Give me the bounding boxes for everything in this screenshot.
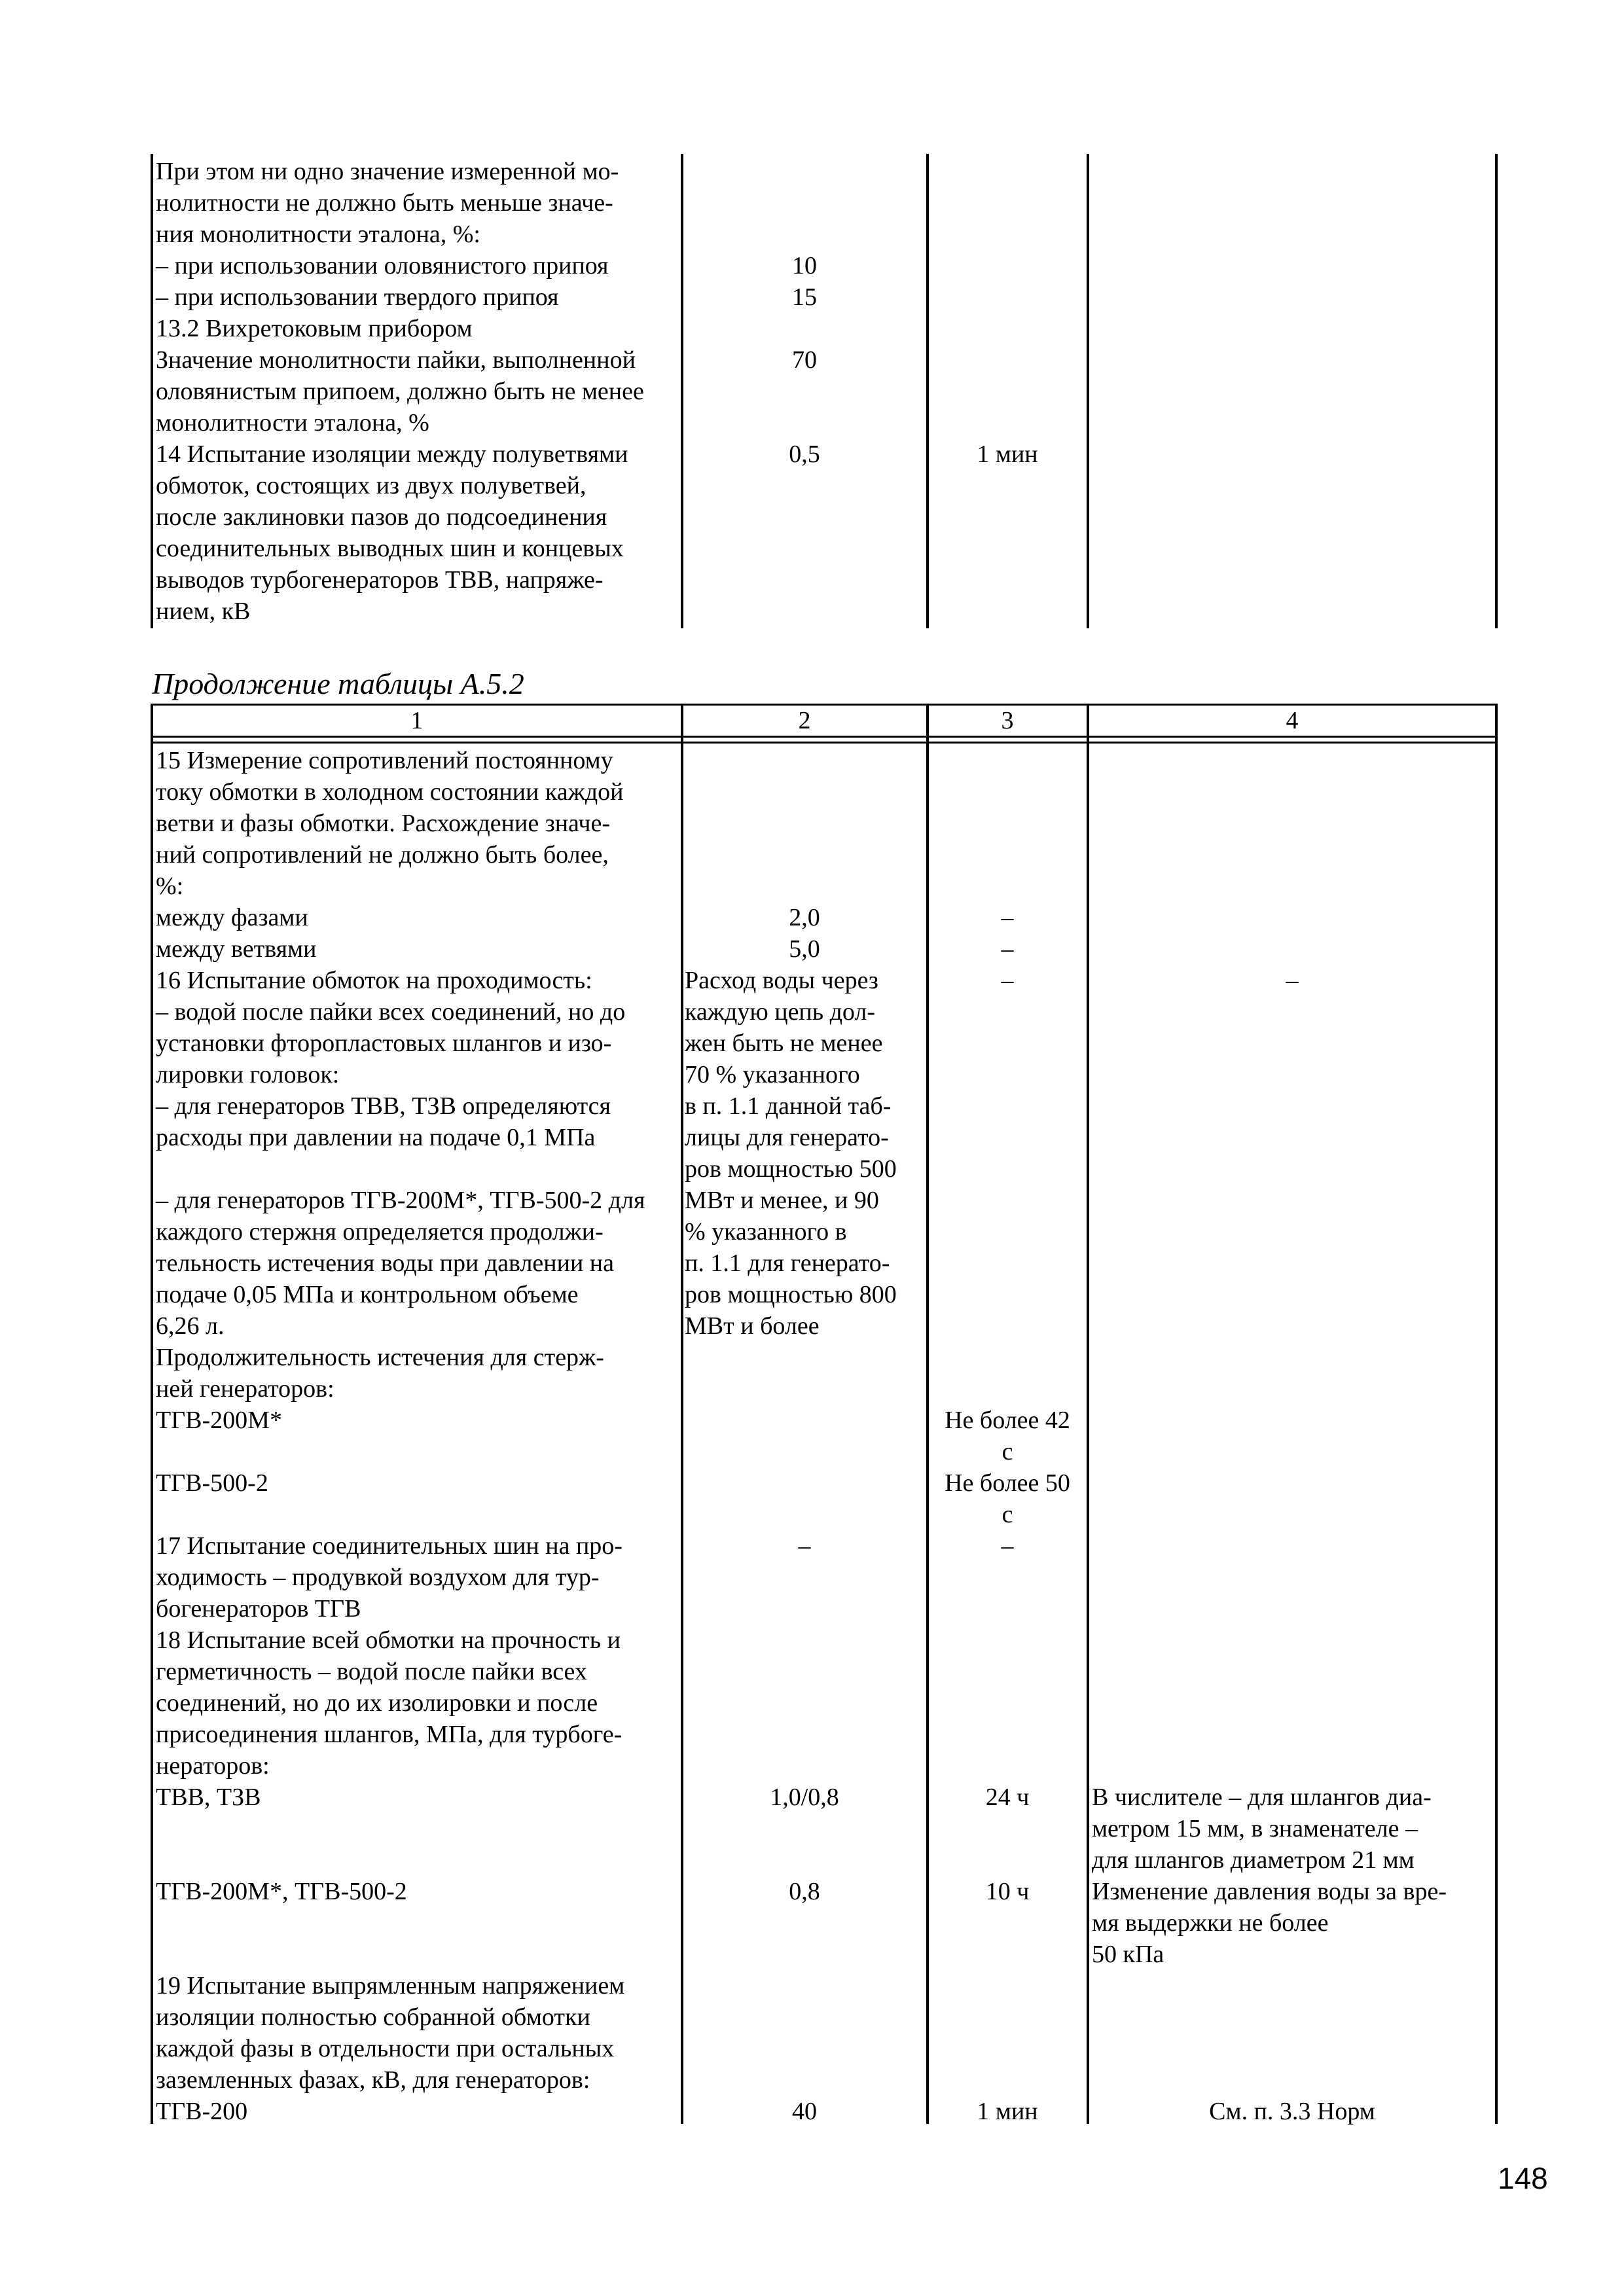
top-line-c3	[926, 154, 929, 628]
header-col-4: 4	[1286, 707, 1299, 734]
header-col-2: 2	[798, 707, 811, 734]
row19-value: 40	[792, 2098, 817, 2125]
header-bottom-line-2	[151, 742, 1498, 744]
top-line-c2	[681, 154, 683, 628]
main-line-right	[1495, 704, 1498, 2124]
row18-tvv-time: 24 ч	[985, 1784, 1030, 1811]
top-val-70: 70	[792, 346, 817, 374]
top-line-left	[151, 154, 153, 628]
page-number: 148	[1498, 2161, 1548, 2195]
header-col-3: 3	[1001, 707, 1014, 734]
row16-col3-dash: –	[1001, 967, 1014, 994]
row18-text: 18 Испытание всей обмотки на прочность и герметичность – водой после пайки всех соединений, но до их изолировки и после присоединения шлангов, МПа, для турбоге- нераторов: ТВВ, ТЗВ	[156, 1626, 623, 1811]
row16-text: 16 Испытание обмоток на проходимость: – водой после пайки всех соединений, но до установки фторопластовых шлангов и изо- лировки головок: – для генераторов ТВВ, ТЗВ определяются расходы при давлении на подаче 0,1 МПа – для генераторов ТГВ-200М*, ТГВ-500-2 для каждого стержня определяется продолжи- тельность истечения воды при давлении на подаче 0,05 МПа и контрольном объеме 6,26 л. Продолжительность истечения для стерж- ней генераторов: ТГВ-200М* ТГВ-500-2	[156, 967, 645, 1497]
row15-phases-dash: –	[1001, 904, 1014, 931]
top-col1-text: При этом ни одно значение измеренной мо- нолитности не должно быть меньше значе- ния монолитности эталона, %: – при использовании оловянистого припоя – при использовании твердого припоя 13.2 Вихретоковым прибором Значение монолитности пайки, выполненной оловянистым припоем, должно быть не менее монолитности эталона, % 14 Испытание изоляции между полуветвями обмоток, состоящих из двух полуветвей, после заклиновки пазов до подсоединения соединительных выводных шин и концевых выводов турбогенераторов ТВВ, напряже- нием, кВ	[156, 158, 644, 625]
row16-tgv200-limit: Не более 42 с	[945, 1407, 1070, 1465]
row17-col2-dash: –	[798, 1532, 811, 1560]
top-line-c4	[1087, 154, 1089, 628]
row19-time: 1 мин	[977, 2098, 1038, 2125]
row17-col3-dash: –	[1001, 1532, 1014, 1560]
top-time-1min: 1 мин	[977, 440, 1038, 468]
header-col-1: 1	[410, 707, 424, 734]
top-line-right	[1495, 154, 1498, 628]
row19-text: 19 Испытание выпрямленным напряжением изоляции полностью собранной обмотки каждой фазы в отдельности при остальных заземленных фазах, кВ, для генераторов: ТГВ-200	[156, 1972, 625, 2125]
row18-tgv-time: 10 ч	[985, 1878, 1030, 1905]
row16-flow-requirement: Расход воды через каждую цепь дол- жен быть не менее 70 % указанного в п. 1.1 данной таб- лицы для генерато- ров мощностью 500 МВт и менее, и 90 % указанного в п. 1.1 для генерато- ров мощностью 800 МВт и более	[685, 967, 897, 1340]
row18-tgv-value: 0,8	[789, 1878, 820, 1905]
main-line-c4	[1087, 704, 1089, 2124]
row17-text: 17 Испытание соединительных шин на про- ходимость – продувкой воздухом для тур- богенераторов ТГВ	[156, 1532, 623, 1623]
row19-note: См. п. 3.3 Норм	[1209, 2098, 1375, 2125]
main-line-left	[151, 704, 153, 2124]
table-caption: Продолжение таблицы А.5.2	[152, 667, 524, 700]
row16-tgv500-limit: Не более 50 с	[945, 1469, 1070, 1528]
top-val-10: 10	[792, 252, 817, 279]
row18-tgv-note: Изменение давления воды за вре- мя выдержки не более 50 кПа	[1092, 1878, 1447, 1968]
row15-text: 15 Измерение сопротивлений постоянному току обмотки в холодном состоянии каждой ветви и фазы обмотки. Расхождение значе- ний сопротивлений не должно быть более, %: между фазами между ветвями	[156, 747, 624, 963]
row18-tvv-note: В числителе – для шлангов диа- метром 15 мм, в знаменателе – для шлангов диаметром 21 мм	[1092, 1784, 1432, 1874]
row15-phases-value: 2,0	[789, 904, 820, 931]
row18-tgv-label: ТГВ-200М*, ТГВ-500-2	[156, 1878, 407, 1905]
top-val-0-5: 0,5	[789, 440, 820, 468]
row15-branches-dash: –	[1001, 935, 1014, 963]
row18-tvv-value: 1,0/0,8	[770, 1784, 839, 1811]
row16-col4-dash: –	[1286, 967, 1299, 994]
row15-branches-value: 5,0	[789, 935, 820, 963]
top-val-15: 15	[792, 283, 817, 311]
